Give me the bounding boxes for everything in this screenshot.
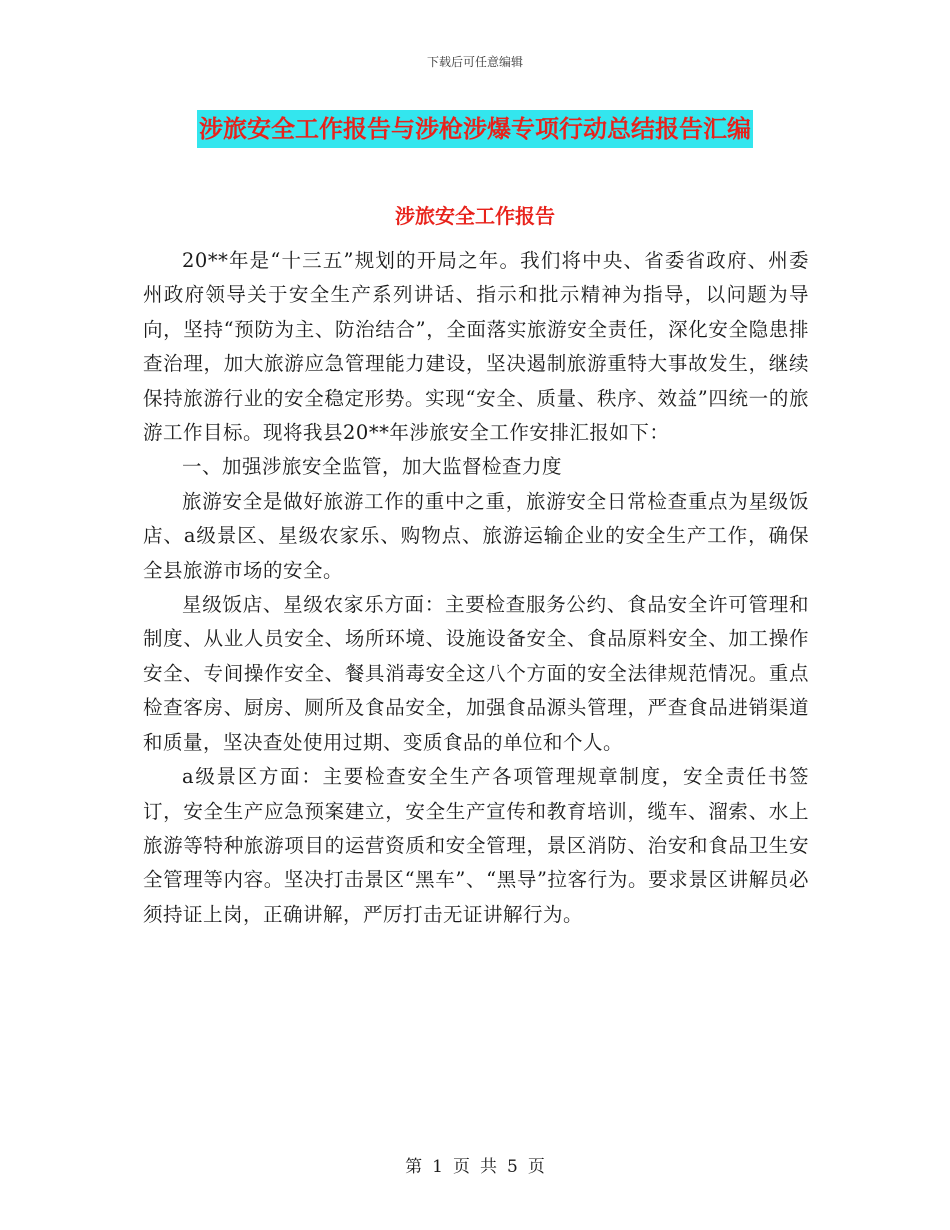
page-header-note: 下载后可任意编辑 bbox=[426, 55, 523, 69]
paragraph-hotels: 星级饭店、星级农家乐方面：主要检查服务公约、食品安全许可管理和制度、从业人员安全、场所环境、设施设备安全、食品原料安全、加工操作安全、专间操作安全、餐具消毒安全这八个方面的安全法律规范情况。重点检查客房、厨房、厕所及食品安全，加强食品源头管理，严查食品进销渠道和质量，坚决查处使用过期、变质食品的单位和个人。 bbox=[143, 593, 809, 754]
footer-total-unit: 页 bbox=[527, 1157, 545, 1177]
page-footer bbox=[0, 1152, 950, 1177]
paragraph-scenic-areas: a级景区方面：主要检查安全生产各项管理规章制度，安全责任书签订，安全生产应急预案建立，安全生产宣传和教育培训，缆车、溜索、水上旅游等特种旅游项目的运营资质和安全管理，景区消防、治安和食品卫生安全管理等内容。坚决打击景区“黑车”、“黑导”拉客行为。要求景区讲解员必须持证上岗，正确讲解，严厉打击无证讲解行为。 bbox=[143, 765, 809, 926]
footer-total-prefix: 共 bbox=[480, 1157, 497, 1177]
footer-prefix: 第 bbox=[405, 1157, 423, 1177]
section-title: 涉旅安全工作报告 bbox=[395, 204, 555, 228]
paragraph-tourism-safety: 旅游安全是做好旅游工作的重中之重，旅游安全日常检查重点为星级饭店、a级景区、星级农家乐、购物点、旅游运输企业的安全生产工作，确保全县旅游市场的安全。 bbox=[143, 489, 809, 582]
footer-total-pages: 5 bbox=[507, 1157, 518, 1177]
paragraph-intro: 20**年是“十三五”规划的开局之年。我们将中央、省委省政府、州委州政府领导关于安全生产系列讲话、指示和批示精神为指导，以问题为导向，坚持“预防为主、防治结合”，全面落实旅游安全责任，深化安全隐患排查治理，加大旅游应急管理能力建设，坚决遏制旅游重特大事故发生，继续保持旅游行业的安全稳定形势。实现“安全、质量、秩序、效益”四统一的旅游工作目标。现将我县20**年涉旅安全工作安排汇报如下： bbox=[143, 249, 809, 445]
footer-page-number: 1 bbox=[432, 1157, 443, 1177]
main-title: 涉旅安全工作报告与涉枪涉爆专项行动总结报告汇编 bbox=[197, 110, 753, 148]
footer-page-unit: 页 bbox=[453, 1157, 470, 1177]
paragraph-heading-1: 一、加强涉旅安全监管，加大监督检查力度 bbox=[182, 455, 563, 479]
main-title-container bbox=[0, 110, 950, 148]
document-body bbox=[143, 244, 809, 932]
